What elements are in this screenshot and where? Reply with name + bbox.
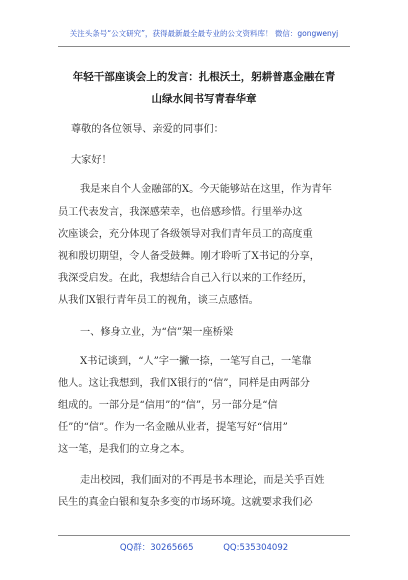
document-title (58, 66, 350, 110)
paragraph-line: 走出校园，我们面对的不再是书本理论，而是关乎百姓 (80, 475, 325, 486)
greeting: 大家好！ (71, 155, 112, 166)
page-footer (0, 541, 408, 553)
header-divider (58, 46, 350, 47)
salutation: 尊敬的各位领导、亲爱的同事们： (71, 124, 224, 135)
title-line-2: 山绿水间书写青春华章 (151, 93, 257, 105)
paragraph-line: 我深受启发。在此，我想结合自己入行以来的工作经历， (58, 273, 313, 284)
paragraph-line: 从我们X银行青年员工的视角，谈三点感悟。 (58, 295, 259, 306)
footer-qq: QQ:535304092 (223, 543, 289, 553)
paragraph-line: 次座谈会，充分体现了各级领导对我们青年员工的高度重 (58, 229, 313, 240)
header-promo-text: 关注头条号“公文研究”，获得最新最全最专业的公文资料库！ 微信：gongwenyj (69, 29, 339, 38)
paragraph-line: 这一笔，是我们的立身之本。 (58, 444, 191, 455)
paragraph-line: 民生的真金白银和复杂多变的市场环境。这就要求我们必 (58, 497, 313, 508)
paragraph-line: 我是来自个人金融部的X。今天能够站在这里，作为青年 (80, 184, 332, 195)
paragraph-line: 员工代表发言，我深感荣幸，也倍感珍惜。行里举办这 (58, 207, 303, 218)
page-header (0, 0, 408, 52)
paragraph-line: 他人。这让我想到，我们X银行的“信”，同样是由两部分 (58, 378, 310, 389)
section-heading: 一、修身立业，为“信”架一座桥梁 (80, 327, 234, 338)
paragraph-line: 任”的“信”。作为一名金融从业者，提笔写好“信用” (58, 422, 288, 433)
paragraph-line: X书记谈到，“人”字一撇一捺，一笔写自己，一笔靠 (80, 356, 312, 367)
footer-qq-group: QQ群：30265665 (119, 543, 194, 553)
footer-divider (58, 535, 350, 536)
title-line-1: 年轻干部座谈会上的发言：扎根沃土，躬耕普惠金融在青 (72, 71, 336, 83)
paragraph-line: 视和殷切期望，令人备受鼓舞。刚才聆听了X书记的分享， (58, 251, 320, 262)
paragraph-line: 组成的。一部分是“信用”的“信”，另一部分是“信 (58, 400, 278, 411)
